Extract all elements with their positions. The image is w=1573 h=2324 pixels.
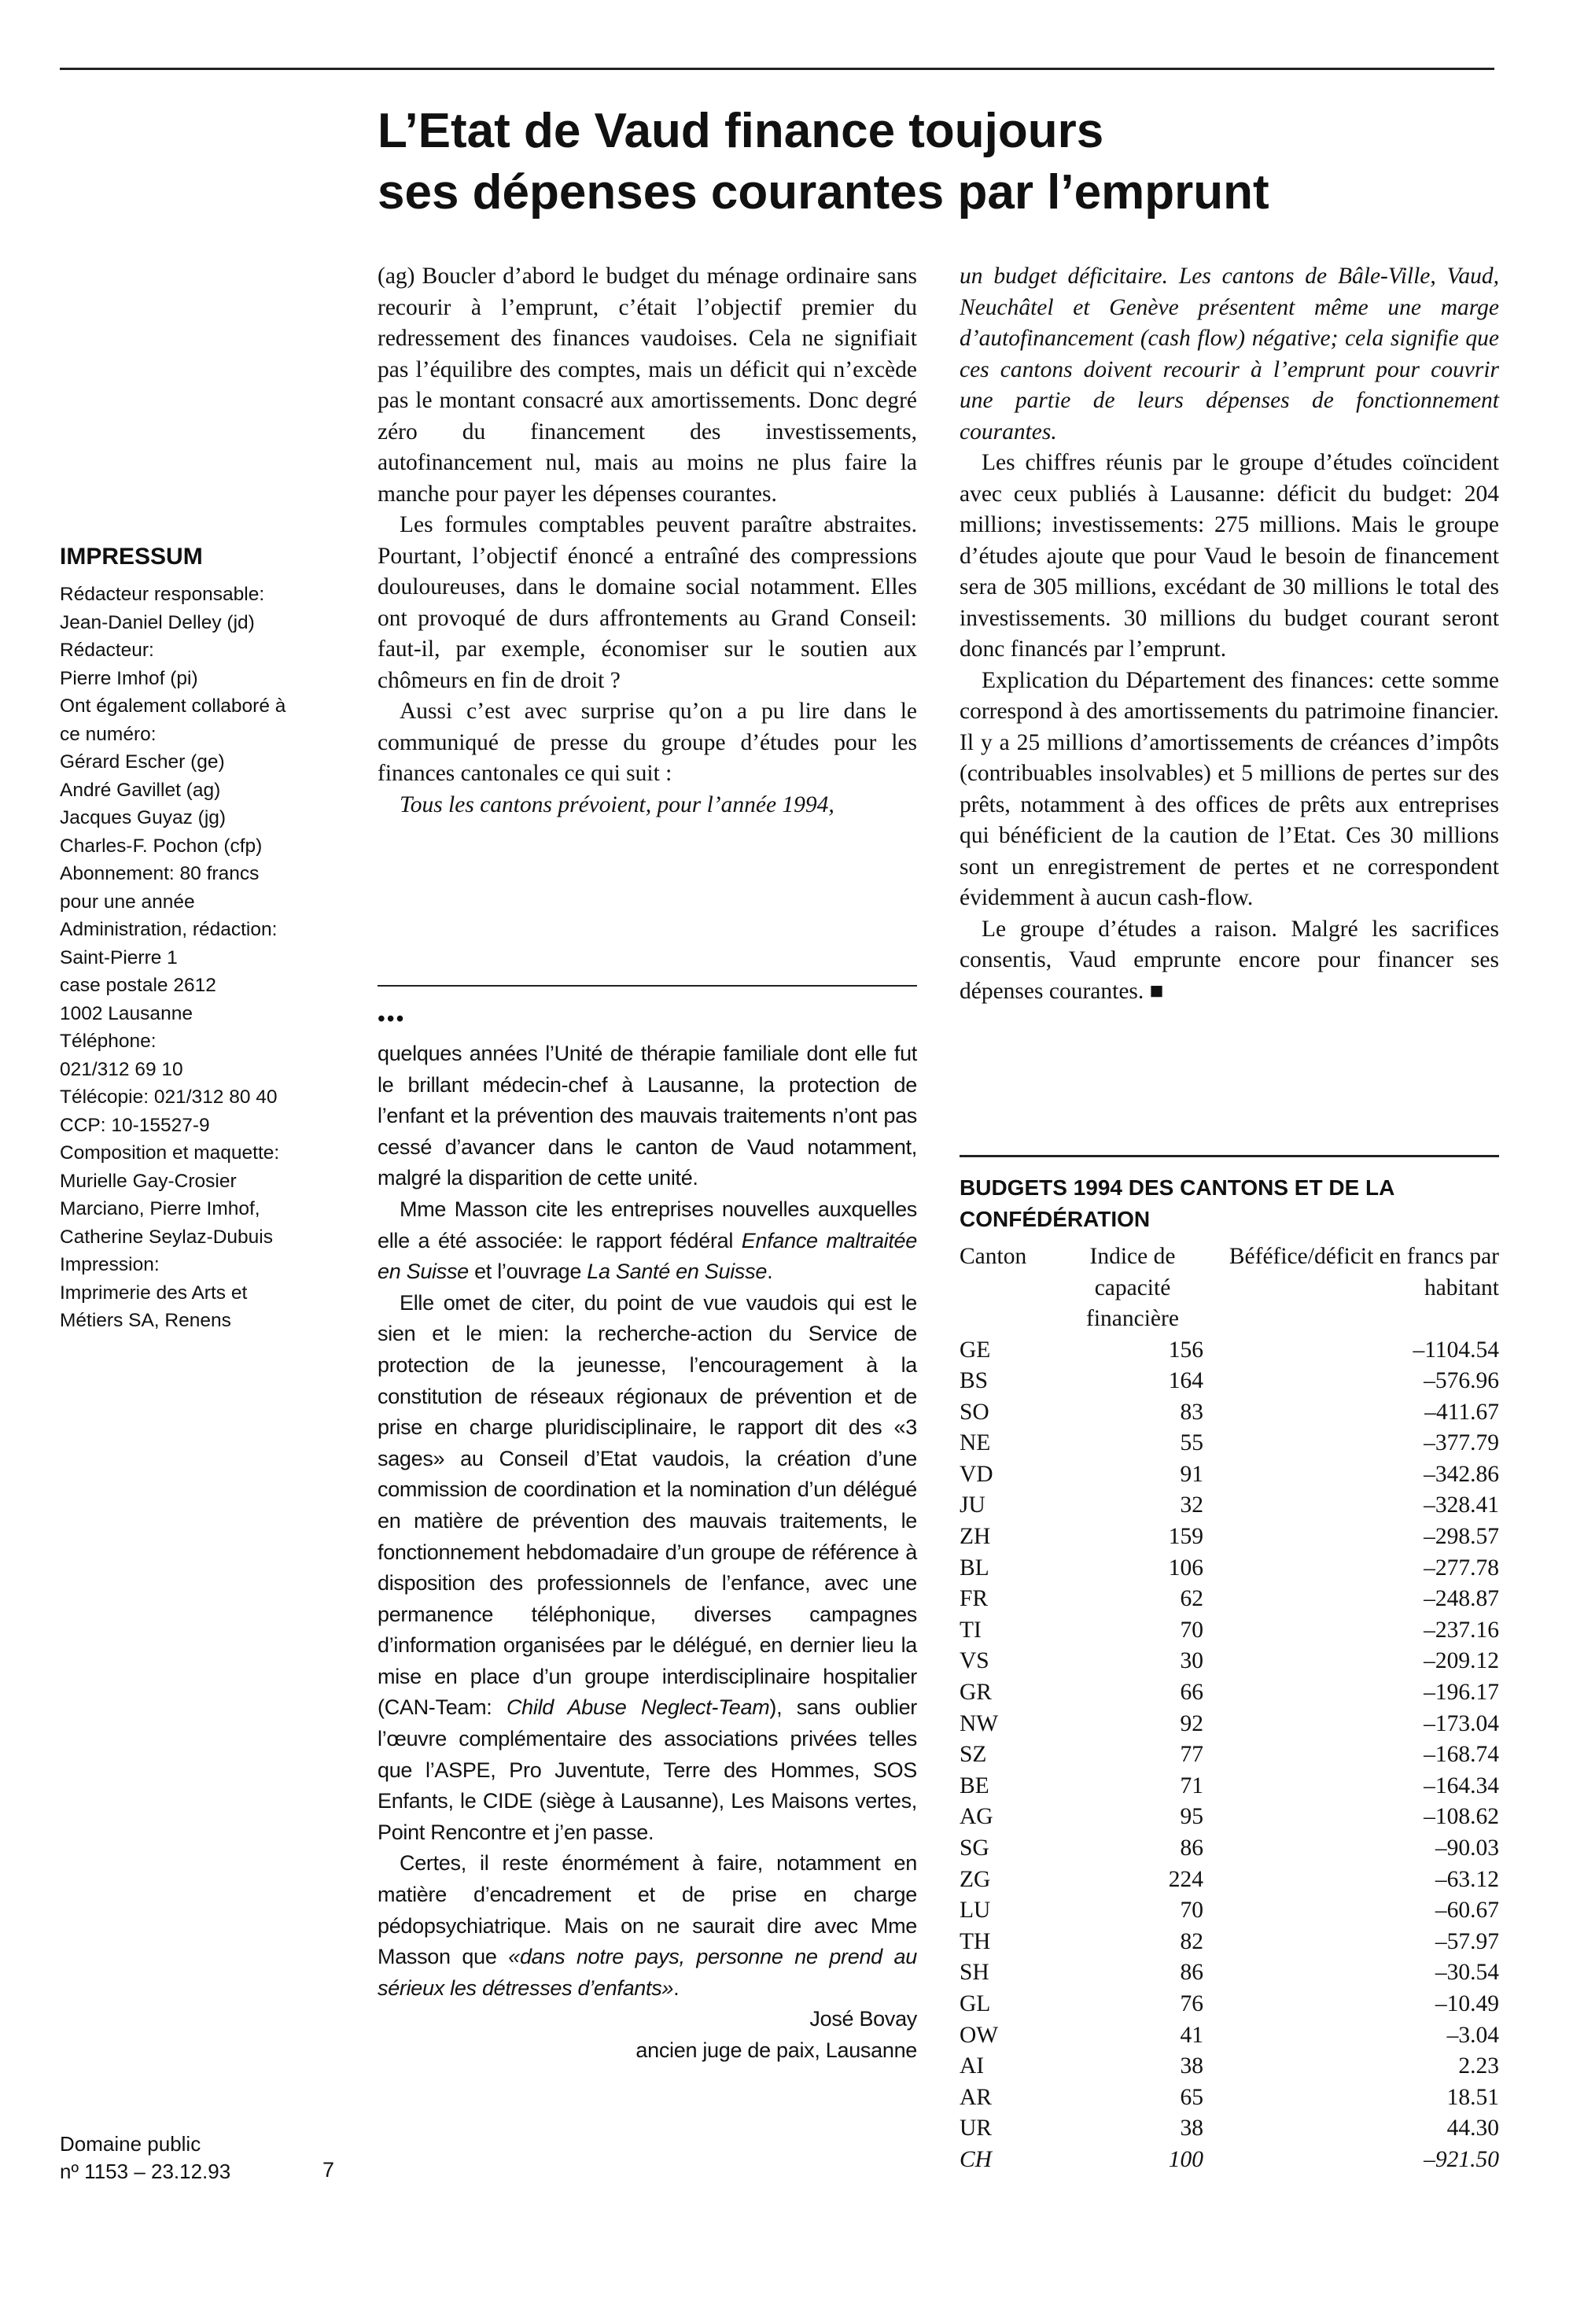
cell-canton: SZ — [960, 1742, 987, 1768]
report-title: Enfance maltraitée en Suisse — [378, 1228, 917, 1284]
impressum-line: 1002 Lausanne — [60, 1002, 193, 1024]
cell-balance: –377.79 — [1424, 1430, 1499, 1456]
table-row — [960, 1895, 1499, 1927]
impressum-line: CCP: 10-15527-9 — [60, 1114, 210, 1136]
impressum-line: Administration, rédaction: — [60, 919, 278, 940]
title-line-2: ses dépenses courantes par l’emprunt — [378, 165, 1269, 219]
cell-canton: LU — [960, 1898, 991, 1924]
cell-index: 83 — [1180, 1399, 1203, 1425]
impressum-line: Ont également collaboré à — [60, 695, 286, 717]
table-total-row — [960, 2145, 1499, 2176]
cell-balance: 18.51 — [1446, 2084, 1499, 2110]
letter-paragraph — [378, 1288, 917, 1849]
cell-balance: –298.57 — [1424, 1524, 1499, 1550]
signature-name: José Bovay — [809, 2007, 917, 2031]
budget-table — [960, 1241, 1499, 2176]
table-row — [960, 1957, 1499, 1989]
letter-paragraph: quelques années l’Unité de thérapie familiale dont elle fut le brillant médecin-chef à Lausanne, la protection de l’enfant et la prévention des mauvais traitements n’ont pas cessé d’avancer dans le canton de Vaud notamment, malgré la disparition de cette unité. — [378, 1042, 917, 1190]
cell-canton: GL — [960, 1990, 991, 2016]
cell-canton: FR — [960, 1586, 989, 1612]
cell-canton: SH — [960, 1960, 989, 1986]
table-row — [960, 1677, 1499, 1709]
table-row — [960, 1771, 1499, 1802]
cell-canton: OW — [960, 2022, 999, 2048]
cell-canton: AI — [960, 2053, 985, 2079]
issue-number: nº 1153 – 23.12.93 — [60, 2160, 231, 2183]
impressum-line: Pierre Imhof (pi) — [60, 667, 198, 689]
impressum-line: Saint-Pierre 1 — [60, 946, 178, 968]
cell-balance: –277.78 — [1424, 1555, 1499, 1581]
impressum-line: Impression: — [60, 1254, 160, 1275]
article-column-right — [960, 261, 1499, 1007]
cell-canton: BE — [960, 1773, 989, 1798]
cell-balance: –57.97 — [1435, 1928, 1499, 1954]
impressum-line: Abonnement: 80 francs — [60, 863, 260, 884]
table-row — [960, 1553, 1499, 1584]
cell-canton: VS — [960, 1648, 989, 1674]
cell-index: 224 — [1168, 1866, 1203, 1892]
cell-index: 38 — [1180, 2116, 1203, 2141]
table-row — [960, 2113, 1499, 2145]
impressum-line: Murielle Gay-Crosier — [60, 1170, 237, 1192]
cell-canton: BS — [960, 1368, 989, 1394]
article-column-left — [378, 261, 917, 821]
page-number: 7 — [322, 2158, 335, 2182]
text-run: . — [673, 1975, 680, 2000]
impressum-line: Marciano, Pierre Imhof, — [60, 1198, 260, 1219]
letter-paragraph — [378, 1848, 917, 2004]
cell-balance: –90.03 — [1435, 1835, 1499, 1861]
letter-paragraph — [378, 1194, 917, 1288]
article-title — [378, 101, 1494, 223]
article-paragraph: Les chiffres réunis par le groupe d’études coïncident avec ceux publiés à Lausanne: déficit du budget: 204 millions; investissements: 275 millions. Mais le groupe d’études ajoute que pour Vaud le besoin de financement sera de 305 millions, excédant de 30 millions le total des investissements. 30 millions du budget courant seront donc financés par l’emprunt. — [960, 450, 1499, 662]
cell-balance: –164.34 — [1424, 1773, 1499, 1798]
article-paragraph: Le groupe d’études a raison. Malgré les sacrifices consentis, Vaud emprunte encore pour financer ses dépenses courantes. ■ — [960, 916, 1499, 1004]
text-run: ), sans oublier l’œuvre complémentaire des associations privées telles que l’ASPE, Pro Juventute, Terre des Hommes, SOS Enfants, le CIDE (siège à Lausanne), Les Maisons vertes, Point Rencontre et j’en passe. — [378, 1695, 917, 1844]
impressum — [60, 543, 343, 1335]
cell-canton: CH — [960, 2146, 992, 2172]
impressum-line: Jean-Daniel Delley (jd) — [60, 611, 255, 633]
cell-balance: –60.67 — [1435, 1898, 1499, 1924]
text-run: . — [767, 1260, 773, 1284]
cell-balance: –3.04 — [1446, 2022, 1499, 2048]
cell-index: 65 — [1180, 2084, 1203, 2110]
impressum-line: ce numéro: — [60, 723, 157, 745]
cell-index: 32 — [1180, 1492, 1203, 1518]
cell-index: 91 — [1180, 1461, 1203, 1487]
table-row — [960, 1927, 1499, 1958]
cell-index: 30 — [1180, 1648, 1203, 1674]
impressum-line: Téléphone: — [60, 1031, 157, 1052]
quotation: «dans notre pays, personne ne prend au sérieux les détresses d’enfants» — [378, 1945, 917, 2000]
cell-balance: –237.16 — [1424, 1617, 1499, 1643]
text-run: Elle omet de citer, du point de vue vaudois qui est le sien et le mien: la recherche-action du Service de protection de la jeunesse, l’encouragement à la constitution de réseaux régionaux de prévention et de prise en charge pluridisciplinaire, le rapport dit des «3 sages» au Conseil d’Etat vaudois, la création d’une commission de coordination et la nomination d’un délégué en matière de prévention des mauvais traitements, le fonctionnement hebdomadaire d’un groupe de référence à disposition des professionnels de l’enfance, avec une permanence téléphonique, diverses campagnes d’information organisées par le délégué, en dernier lieu la mise en place d’un groupe interdisciplinaire hospitalier (CAN-Team: — [378, 1290, 917, 1720]
text-run: Mme Masson cite les entreprises nouvelles auxquelles elle a été associée: le rapport fédéral — [378, 1197, 917, 1252]
cell-balance: 44.30 — [1446, 2116, 1499, 2141]
cell-canton: NE — [960, 1430, 991, 1456]
cell-balance: –196.17 — [1424, 1680, 1499, 1706]
column-header-canton: Canton — [960, 1244, 1027, 1269]
cell-index: 92 — [1180, 1710, 1203, 1736]
article-paragraph: Aussi c’est avec surprise qu’on a pu lire dans le communiqué de presse du groupe d’études pour les finances cantonales ce qui suit : — [378, 699, 917, 786]
section-divider — [378, 985, 917, 987]
column-header-balance: Béféfice/déficit en francs par habitant — [1229, 1244, 1499, 1300]
cell-balance: –30.54 — [1435, 1960, 1499, 1986]
cell-index: 86 — [1180, 1960, 1203, 1986]
cell-canton: NW — [960, 1710, 999, 1736]
impressum-line: case postale 2612 — [60, 975, 216, 996]
impressum-line: Composition et maquette: — [60, 1142, 280, 1164]
cell-index: 95 — [1180, 1804, 1203, 1830]
cell-index: 100 — [1168, 2146, 1203, 2172]
cell-canton: GR — [960, 1680, 992, 1706]
cell-index: 76 — [1180, 1990, 1203, 2016]
cell-balance: –173.04 — [1424, 1710, 1499, 1736]
cell-index: 86 — [1180, 1835, 1203, 1861]
cell-index: 164 — [1168, 1368, 1203, 1394]
cell-balance: 2.23 — [1458, 2053, 1499, 2079]
team-name: Child Abuse Neglect-Team — [506, 1695, 770, 1720]
cell-canton: TI — [960, 1617, 982, 1643]
cell-balance: –576.96 — [1424, 1368, 1499, 1394]
cell-balance: –248.87 — [1424, 1586, 1499, 1612]
cell-balance: –209.12 — [1424, 1648, 1499, 1674]
article-paragraph: Explication du Département des finances: cette somme correspond à des amortissements du patrimoine financier. Il y a 25 millions d’amortissements de créances d’impôts (contribuables insolvables) et 5 millions de pertes sur des prêts, notamment à des offices de prêts aux entreprises qui bénéficient de la caution de l’Etat. Ces 30 millions sont un enregistrement de pertes et ne correspondent évidemment à aucun cash-flow. — [960, 667, 1499, 910]
table-row — [960, 1335, 1499, 1367]
letter-column — [378, 1038, 917, 2067]
table-row — [960, 1522, 1499, 1553]
impressum-line: Rédacteur: — [60, 640, 154, 661]
cell-index: 106 — [1168, 1555, 1203, 1581]
table-row — [960, 2020, 1499, 2052]
quote-start: Tous les cantons prévoient, pour l’année 1994, — [400, 791, 834, 817]
cell-canton: JU — [960, 1492, 985, 1518]
table-rule — [960, 1155, 1499, 1157]
impressum-line: 021/312 69 10 — [60, 1058, 183, 1080]
table-row — [960, 1646, 1499, 1677]
title-line-1: L’Etat de Vaud finance toujours — [378, 104, 1104, 158]
cell-canton: TH — [960, 1928, 991, 1954]
cell-index: 55 — [1180, 1430, 1203, 1456]
impressum-line: Jacques Guyaz (jg) — [60, 807, 227, 828]
table-row — [960, 1366, 1499, 1397]
cell-index: 70 — [1180, 1898, 1203, 1924]
cell-index: 82 — [1180, 1928, 1203, 1954]
cell-index: 71 — [1180, 1773, 1203, 1798]
table-row — [960, 2051, 1499, 2082]
cell-canton: ZG — [960, 1866, 991, 1892]
impressum-line: Catherine Seylaz-Dubuis — [60, 1226, 273, 1248]
publication-name: Domaine public — [60, 2132, 201, 2156]
book-title: La Santé en Suisse — [587, 1260, 768, 1284]
footer — [60, 2130, 343, 2186]
cell-canton: VD — [960, 1461, 993, 1487]
cell-balance: –63.12 — [1435, 1866, 1499, 1892]
impressum-line: André Gavillet (ag) — [60, 779, 221, 801]
impressum-line: pour une année — [60, 891, 195, 913]
impressum-line: Gérard Escher (ge) — [60, 751, 225, 773]
cell-index: 41 — [1180, 2022, 1203, 2048]
table-title: BUDGETS 1994 DES CANTONS ET DE LA CONFÉDÉRATION — [960, 1175, 1394, 1231]
table-row — [960, 1865, 1499, 1896]
cell-index: 156 — [1168, 1337, 1203, 1363]
text-run: Certes, il reste énormément à faire, notamment en matière d’encadrement et de prise en charge pédopsychiatrique. Mais on ne saurait dire avec Mme Masson que — [378, 1851, 917, 1969]
cell-index: 62 — [1180, 1586, 1203, 1612]
article-paragraph: (ag) Boucler d’abord le budget du ménage ordinaire sans recourir à l’emprunt, c’était l’objectif premier du redressement des finances vaudoises. Cela ne signifiait pas l’équilibre des comptes, mais un déficit qui n’excède pas le montant consacré aux amortissements. Donc degré zéro du financement des investissements, autofinancement nul, mais au moins ne plus faire la manche pour payer les dépenses courantes. — [378, 264, 917, 507]
table-header-row — [960, 1241, 1499, 1335]
signature-role: ancien juge de paix, Lausanne — [635, 2038, 917, 2062]
column-header-index: Indice de capacité financière — [1086, 1244, 1179, 1331]
cell-index: 159 — [1168, 1524, 1203, 1550]
cell-canton: BL — [960, 1555, 989, 1581]
cell-index: 38 — [1180, 2053, 1203, 2079]
table-row — [960, 1490, 1499, 1522]
cell-canton: AG — [960, 1804, 993, 1830]
impressum-line: Charles-F. Pochon (cfp) — [60, 835, 263, 857]
cell-balance: –108.62 — [1424, 1804, 1499, 1830]
table-row — [960, 1802, 1499, 1833]
impressum-line: Métiers SA, Renens — [60, 1310, 231, 1331]
cell-balance: –168.74 — [1424, 1742, 1499, 1768]
impressum-line: Télécopie: 021/312 80 40 — [60, 1086, 278, 1108]
top-rule — [60, 68, 1494, 70]
cell-balance: –411.67 — [1424, 1399, 1499, 1425]
impressum-line: Imprimerie des Arts et — [60, 1282, 248, 1304]
text-run: et l’ouvrage — [468, 1260, 588, 1284]
cell-canton: GE — [960, 1337, 991, 1363]
cell-canton: UR — [960, 2116, 992, 2141]
article-paragraph: Les formules comptables peuvent paraître abstraites. Pourtant, l’objectif énoncé a entraîné des compressions douloureuses, dans le domaine social notamment. Elles ont provoqué de durs affrontements au Grand Conseil: faut-il, par exemple, économiser sur le soutien aux chômeurs en fin de droit ? — [378, 512, 917, 693]
cell-balance: –342.86 — [1424, 1461, 1499, 1487]
impressum-line: Rédacteur responsable: — [60, 584, 265, 605]
table-row — [960, 1833, 1499, 1865]
cell-index: 66 — [1180, 1680, 1203, 1706]
cell-canton: SO — [960, 1399, 989, 1425]
table-row — [960, 2082, 1499, 2114]
table-row — [960, 1709, 1499, 1740]
cell-balance: –10.49 — [1435, 1990, 1499, 2016]
cell-balance: –328.41 — [1424, 1492, 1499, 1518]
quote-end: un budget déficitaire. Les cantons de Bâle-Ville, Vaud, Neuchâtel et Genève présentent même une marge d’autofinancement (cash flow) négative; cela signifie que ces cantons doivent recourir à l’emprunt pour couvrir une partie de leurs dépenses de fonctionnement courantes. — [960, 264, 1499, 445]
table-body — [960, 1335, 1499, 2176]
table-row — [960, 1397, 1499, 1429]
cell-canton: AR — [960, 2084, 992, 2110]
continuation-bullets: ••• — [378, 1007, 406, 1031]
table-row — [960, 1739, 1499, 1771]
cell-canton: ZH — [960, 1524, 991, 1550]
table-row — [960, 1615, 1499, 1647]
table-row — [960, 1989, 1499, 2020]
cell-index: 70 — [1180, 1617, 1203, 1643]
table-row — [960, 1584, 1499, 1615]
impressum-title: IMPRESSUM — [60, 544, 203, 570]
cell-index: 77 — [1180, 1742, 1203, 1768]
cell-canton: SG — [960, 1835, 989, 1861]
table-row — [960, 1428, 1499, 1459]
cell-balance: –1104.54 — [1413, 1337, 1499, 1363]
cell-balance: –921.50 — [1424, 2146, 1499, 2172]
table-row — [960, 1459, 1499, 1491]
